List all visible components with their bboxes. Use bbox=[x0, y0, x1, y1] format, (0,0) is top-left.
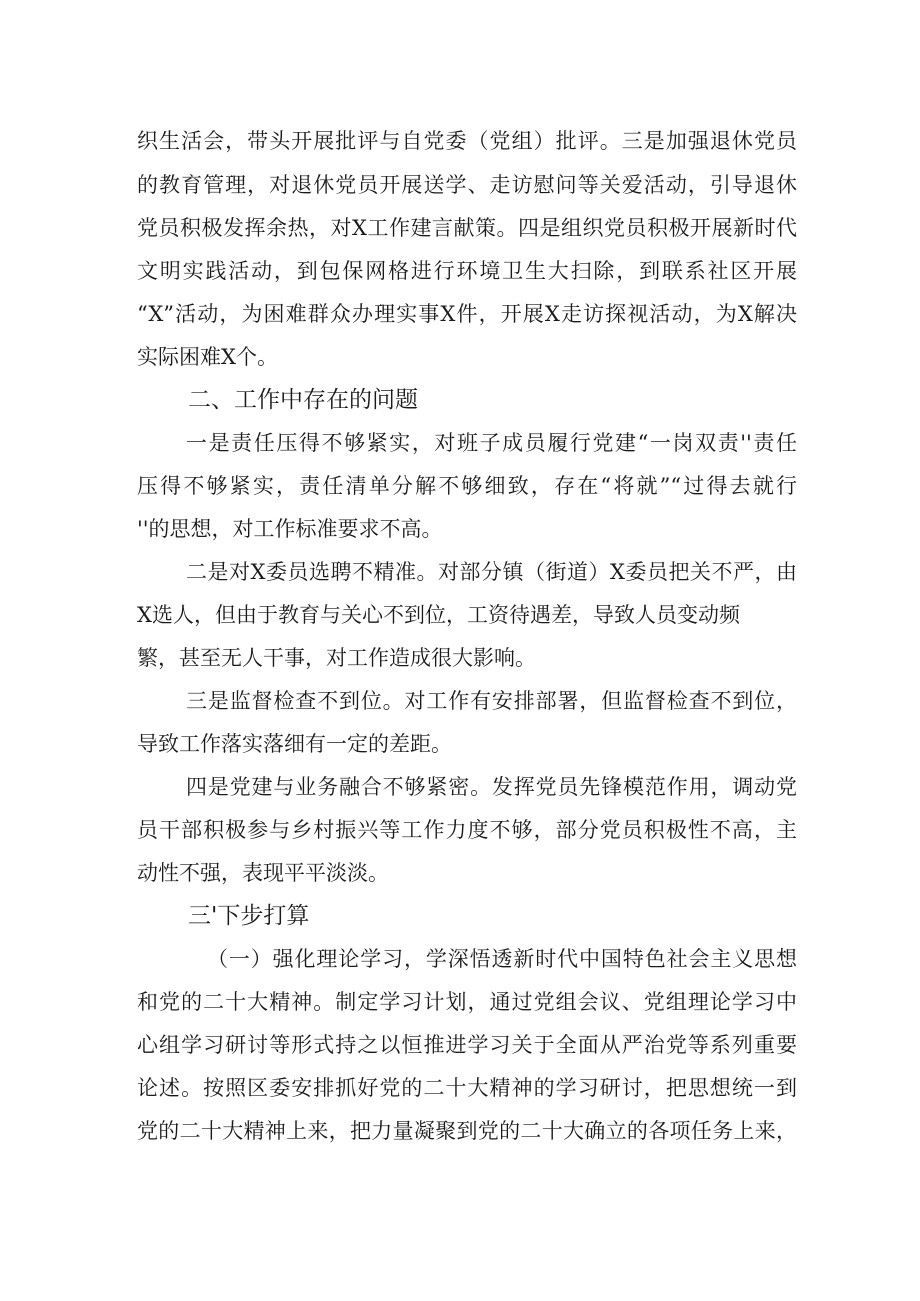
text-line: 和党的二十大精神。制定学习计划，通过党组会议、党组理论学习中 bbox=[137, 990, 797, 1014]
text-line: 二是对X委员选聘不精准。对部分镇（街道）X委员把关不严，由 bbox=[186, 560, 797, 584]
text-line: X选人，但由于教育与关心不到位，工资待遇差，导致人员变动频 bbox=[137, 603, 740, 627]
text-line: 党的二十大精神上来，把力量凝聚到党的二十大确立的各项任务上来， bbox=[137, 1119, 797, 1143]
text-line: 实际困难X个。 bbox=[137, 345, 278, 369]
text-line: 导致工作落实落细有一定的差距。 bbox=[137, 732, 452, 756]
section-heading-plans: 三'下步打算 bbox=[188, 903, 310, 929]
text-line: 一是责任压得不够紧实，对班子成员履行党建“一岗双责''责任 bbox=[186, 431, 797, 455]
text-line: 繁，甚至无人干事，对工作造成很大影响。 bbox=[137, 646, 536, 670]
text-line: 员干部积极参与乡村振兴等工作力度不够，部分党员积极性不高，主 bbox=[137, 818, 797, 842]
text-line: ''的思想，对工作标准要求不高。 bbox=[137, 517, 443, 541]
text-line: 动性不强，表现平平淡淡。 bbox=[137, 861, 389, 885]
text-line: 三是监督检查不到位。对工作有安排部署，但监督检查不到位， bbox=[186, 689, 797, 713]
text-line: 的教育管理，对退休党员开展送学、走访慰问等关爱活动，引导退休 bbox=[137, 173, 797, 197]
text-line: 文明实践活动，到包保网格进行环境卫生大扫除，到联系社区开展 bbox=[137, 259, 797, 283]
text-line: 党员积极发挥余热，对X工作建言献策。四是组织党员积极开展新时代 bbox=[137, 216, 797, 240]
text-line: “X”活动，为困难群众办理实事X件，开展X走访探视活动，为X解决 bbox=[137, 302, 797, 326]
text-line: 论述。按照区委安排抓好党的二十大精神的学习研讨，把思想统一到 bbox=[137, 1076, 797, 1100]
text-line: （一）强化理论学习，学深悟透新时代中国特色社会主义思想 bbox=[207, 947, 797, 971]
text-line: 织生活会，带头开展批评与自党委（党组）批评。三是加强退休党员 bbox=[137, 129, 797, 153]
section-heading-problems: 二、工作中存在的问题 bbox=[188, 387, 418, 413]
text-line: 压得不够紧实，责任清单分解不够细致，存在“将就”“过得去就行 bbox=[137, 474, 797, 498]
text-line: 心组学习研讨等形式持之以恒推进学习关于全面从严治党等系列重要 bbox=[137, 1033, 797, 1057]
text-line: 四是党建与业务融合不够紧密。发挥党员先锋模范作用，调动党 bbox=[186, 775, 797, 799]
